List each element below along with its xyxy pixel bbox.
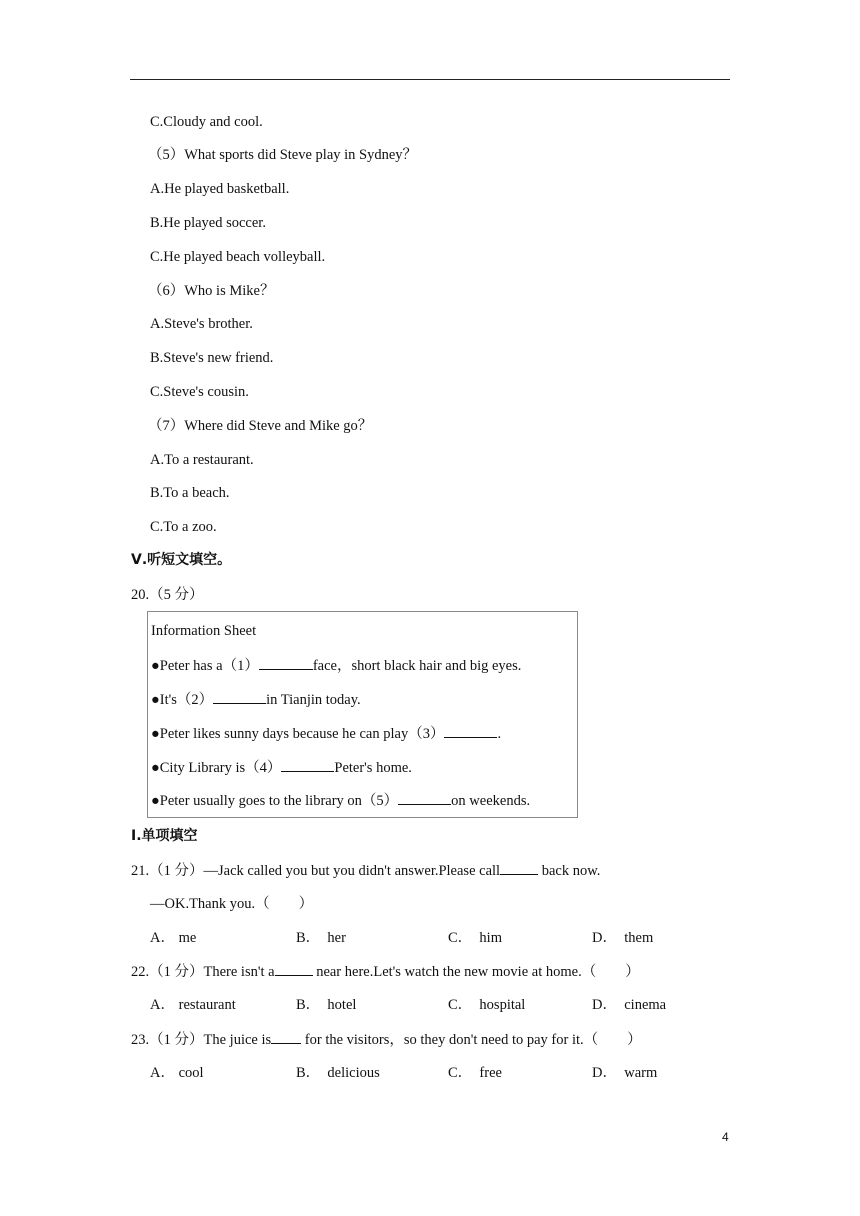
q5-option-b: B.He played soccer.: [150, 215, 266, 231]
q21-option-a[interactable]: A． me: [150, 930, 197, 946]
q7-option-b: B.To a beach.: [150, 485, 230, 501]
q23-option-d[interactable]: D． warm: [592, 1065, 658, 1081]
q22-stem-post: near here.Let's watch the new movie at home.（ ）: [312, 964, 640, 980]
q21-stem: [131, 861, 600, 880]
sheet-item-5-post: on weekends.: [451, 793, 531, 809]
q21-option-b[interactable]: B． her: [296, 930, 346, 946]
sheet-item-2-pre: ●It's（2）: [151, 692, 214, 708]
q6-option-a: A.Steve's brother.: [150, 316, 253, 332]
q21-option-c[interactable]: C． him: [448, 930, 502, 946]
q5-option-a: A.He played basketball.: [150, 181, 290, 197]
sheet-item-1-post: face，short black hair and big eyes.: [312, 658, 522, 674]
sheet-item-4: [151, 758, 412, 777]
q6-question: （6）Who is Mike？: [148, 283, 275, 299]
q22-stem: [131, 962, 640, 981]
q22-option-d[interactable]: D． cinema: [592, 997, 667, 1013]
q21-stem-pre: 21.（1 分）—Jack called you but you didn't answer.Please call: [131, 863, 501, 879]
section-1-heading: Ⅰ.单项填空: [131, 828, 198, 844]
sheet-item-4-pre: ●City Library is（4）: [151, 760, 282, 776]
answer-blank-1[interactable]: [259, 656, 313, 670]
q6-option-c: C.Steve's cousin.: [150, 384, 249, 400]
sheet-item-3-pre: ●Peter likes sunny days because he can play（3）: [151, 726, 445, 742]
q20-label: 20.（5 分）: [131, 587, 204, 603]
sheet-item-5-pre: ●Peter usually goes to the library on（5）: [151, 793, 399, 809]
q22-option-b[interactable]: B． hotel: [296, 997, 357, 1013]
q21-stem-post: back now.: [538, 863, 601, 879]
q22-stem-pre: 22.（1 分）There isn't a: [131, 964, 275, 980]
answer-blank-3[interactable]: [444, 724, 497, 738]
q5-question: （5）What sports did Steve play in Sydney？: [148, 147, 418, 163]
answer-blank-4[interactable]: [281, 758, 334, 772]
q4-option-c: C.Cloudy and cool.: [150, 114, 263, 130]
q7-option-c: C.To a zoo.: [150, 519, 217, 535]
q23-option-a[interactable]: A． cool: [150, 1065, 204, 1081]
sheet-item-2-post: in Tianjin today.: [266, 692, 361, 708]
sheet-item-3-post: .: [497, 726, 502, 742]
header-rule: [130, 79, 730, 80]
q22-option-a[interactable]: A． restaurant: [150, 997, 236, 1013]
sheet-item-3: [151, 724, 501, 743]
q5-option-c: C.He played beach volleyball.: [150, 249, 326, 265]
q21-blank[interactable]: [500, 861, 538, 875]
answer-blank-2[interactable]: [213, 690, 266, 704]
sheet-item-4-post: Peter's home.: [334, 760, 412, 776]
q21-option-d[interactable]: D． them: [592, 930, 654, 946]
q22-blank[interactable]: [275, 962, 313, 976]
sheet-item-1-pre: ●Peter has a（1）: [151, 658, 259, 674]
q7-question: （7）Where did Steve and Mike go？: [148, 418, 373, 434]
section-5-heading: Ⅴ.听短文填空。: [131, 552, 232, 568]
answer-blank-5[interactable]: [398, 791, 451, 805]
q23-stem-post: for the visitors，so they don't need to pay for it.（ ）: [301, 1032, 642, 1048]
q23-blank[interactable]: [271, 1030, 301, 1044]
q23-option-c[interactable]: C． free: [448, 1065, 502, 1081]
q22-option-c[interactable]: C． hospital: [448, 997, 526, 1013]
sheet-item-1: [151, 656, 521, 675]
sheet-item-5: [151, 791, 530, 810]
information-sheet-box: [147, 611, 578, 818]
information-sheet-title: Information Sheet: [151, 623, 257, 639]
sheet-item-2: [151, 690, 361, 709]
q21-reply: —OK.Thank you.（ ）: [150, 896, 314, 912]
q23-option-b[interactable]: B． delicious: [296, 1065, 380, 1081]
page-number: 4: [722, 1130, 729, 1144]
q23-stem: [131, 1030, 642, 1049]
q23-stem-pre: 23.（1 分）The juice is: [131, 1032, 272, 1048]
q6-option-b: B.Steve's new friend.: [150, 350, 274, 366]
q7-option-a: A.To a restaurant.: [150, 452, 254, 468]
